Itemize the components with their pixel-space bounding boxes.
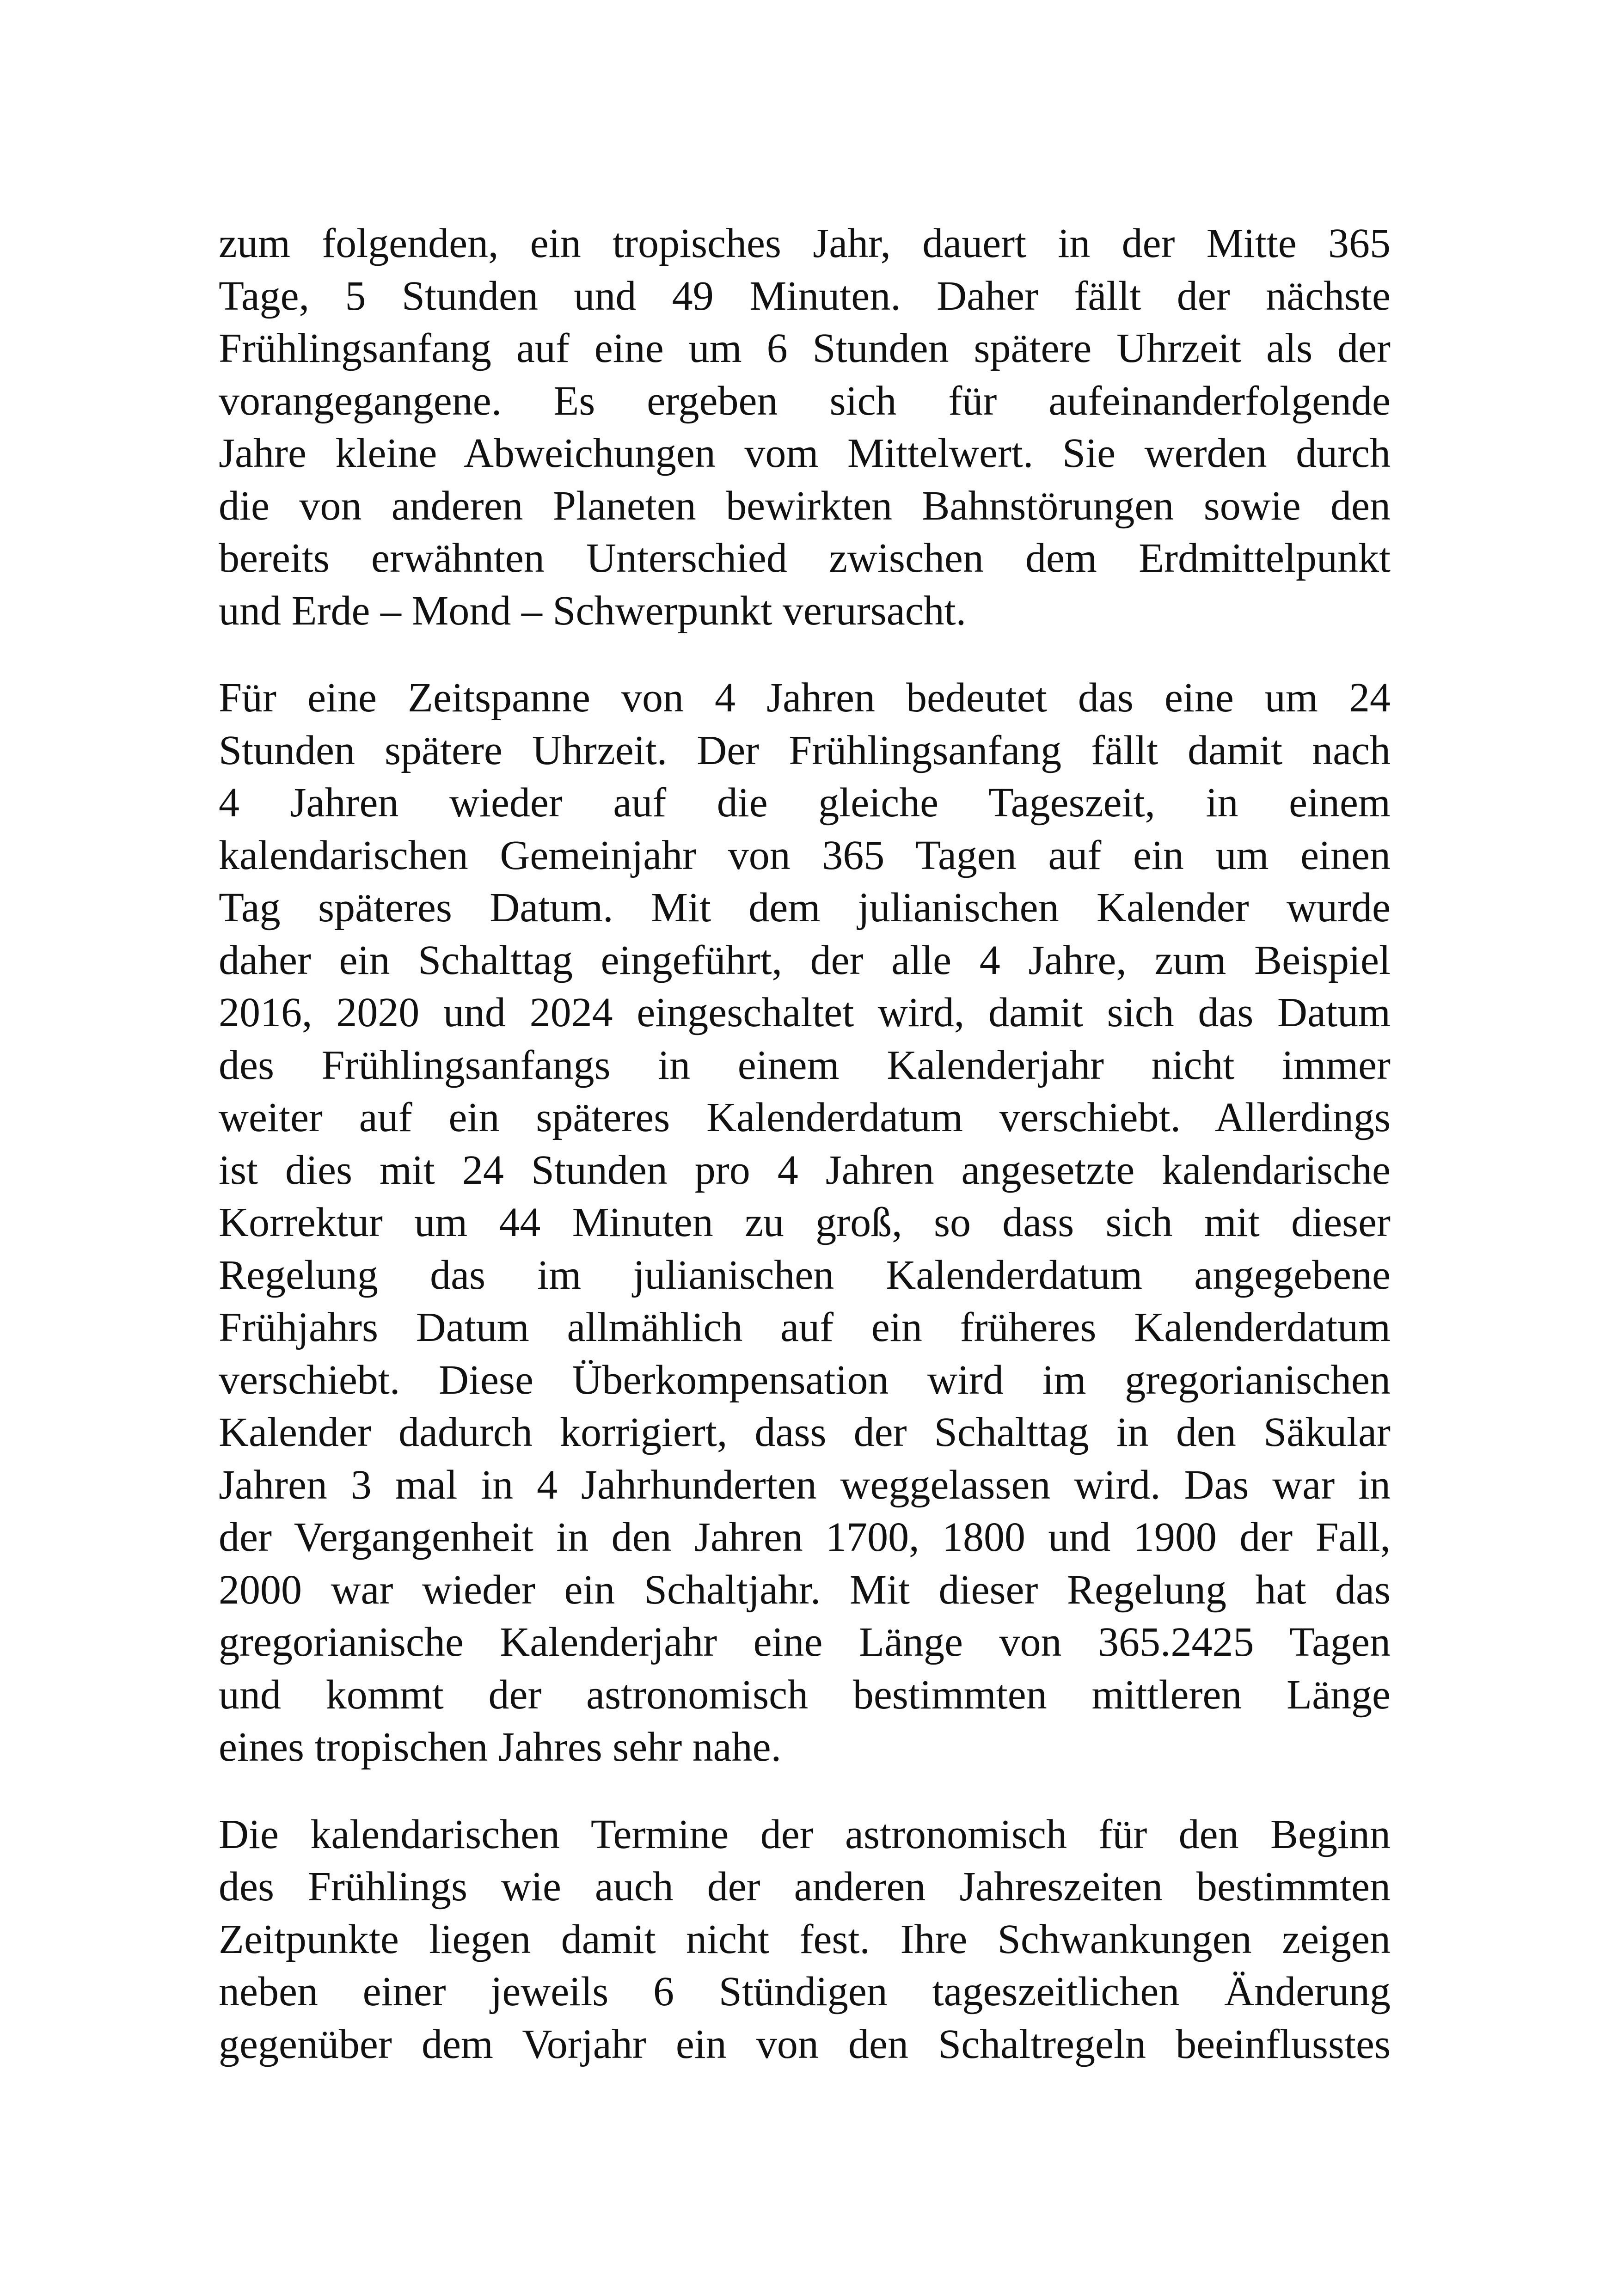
text-line: Jahre kleine Abweichungen vom Mittelwert. Sie werden durch [219, 430, 1391, 476]
text-line: eines tropischen Jahres sehr nahe. [219, 1724, 782, 1770]
text-line: Kalender dadurch korrigiert, dass der Schalttag in den Säkular [219, 1409, 1391, 1455]
text-line: daher ein Schalttag eingeführt, der alle 4 Jahre, zum Beispiel [219, 937, 1391, 983]
text-line: 2000 war wieder ein Schaltjahr. Mit dieser Regelung hat das [219, 1567, 1391, 1613]
text-line: kalendarischen Gemeinjahr von 365 Tagen auf ein um einen [219, 832, 1391, 878]
text-line: ist dies mit 24 Stunden pro 4 Jahren angesetzte kalendarische [219, 1147, 1391, 1193]
text-line: Stunden spätere Uhrzeit. Der Frühlingsanfang fällt damit nach [219, 727, 1391, 773]
text-line: Die kalendarischen Termine der astronomisch für den Beginn [219, 1811, 1391, 1857]
text-line: Zeitpunkte liegen damit nicht fest. Ihre Schwankungen zeigen [219, 1916, 1391, 1962]
paragraph-2 [219, 672, 1391, 1774]
text-line: und kommt der astronomisch bestimmten mittleren Länge [219, 1671, 1391, 1718]
paragraph-1 [219, 217, 1391, 637]
text-line: 2016, 2020 und 2024 eingeschaltet wird, damit sich das Datum [219, 990, 1391, 1035]
text-line: bereits erwähnten Unterschied zwischen dem Erdmittelpunkt [219, 535, 1391, 581]
text-line: 4 Jahren wieder auf die gleiche Tageszeit, in einem [219, 780, 1391, 826]
text-line: vorangegangene. Es ergeben sich für aufeinanderfolgende [219, 378, 1391, 424]
text-line: gegenüber dem Vorjahr ein von den Schaltregeln beeinflusstes [219, 2021, 1391, 2067]
text-line: die von anderen Planeten bewirkten Bahnstörungen sowie den [219, 483, 1391, 529]
body-text [219, 217, 1391, 2070]
text-line: des Frühlingsanfangs in einem Kalenderjahr nicht immer [219, 1042, 1391, 1088]
text-line: und Erde – Mond – Schwerpunkt verursacht. [219, 588, 967, 634]
text-line: Frühlingsanfang auf eine um 6 Stunden spätere Uhrzeit als der [219, 325, 1391, 371]
text-line: zum folgenden, ein tropisches Jahr, dauert in der Mitte 365 [219, 220, 1391, 266]
text-line: Korrektur um 44 Minuten zu groß, so dass sich mit dieser [219, 1200, 1391, 1245]
text-line: Frühjahrs Datum allmählich auf ein früheres Kalenderdatum [219, 1304, 1391, 1350]
text-line: neben einer jeweils 6 Stündigen tageszeitlichen Änderung [219, 1969, 1391, 2014]
text-line: weiter auf ein späteres Kalenderdatum verschiebt. Allerdings [219, 1095, 1391, 1140]
text-line: verschiebt. Diese Überkompensation wird im gregorianischen [219, 1357, 1391, 1403]
text-line: des Frühlings wie auch der anderen Jahreszeiten bestimmten [219, 1864, 1391, 1910]
text-line: Regelung das im julianischen Kalenderdatum angegebene [219, 1252, 1391, 1298]
text-line: Jahren 3 mal in 4 Jahrhunderten weggelassen wird. Das war in [219, 1462, 1391, 1508]
text-line: Tag späteres Datum. Mit dem julianischen Kalender wurde [219, 885, 1391, 931]
text-line: gregorianische Kalenderjahr eine Länge von 365.2425 Tagen [219, 1619, 1391, 1665]
text-line: Für eine Zeitspanne von 4 Jahren bedeutet das eine um 24 [219, 675, 1391, 721]
text-line: der Vergangenheit in den Jahren 1700, 1800 und 1900 der Fall, [219, 1514, 1391, 1560]
paragraph-3 [219, 1808, 1391, 2071]
text-line: Tage, 5 Stunden und 49 Minuten. Daher fällt der nächste [219, 273, 1391, 319]
